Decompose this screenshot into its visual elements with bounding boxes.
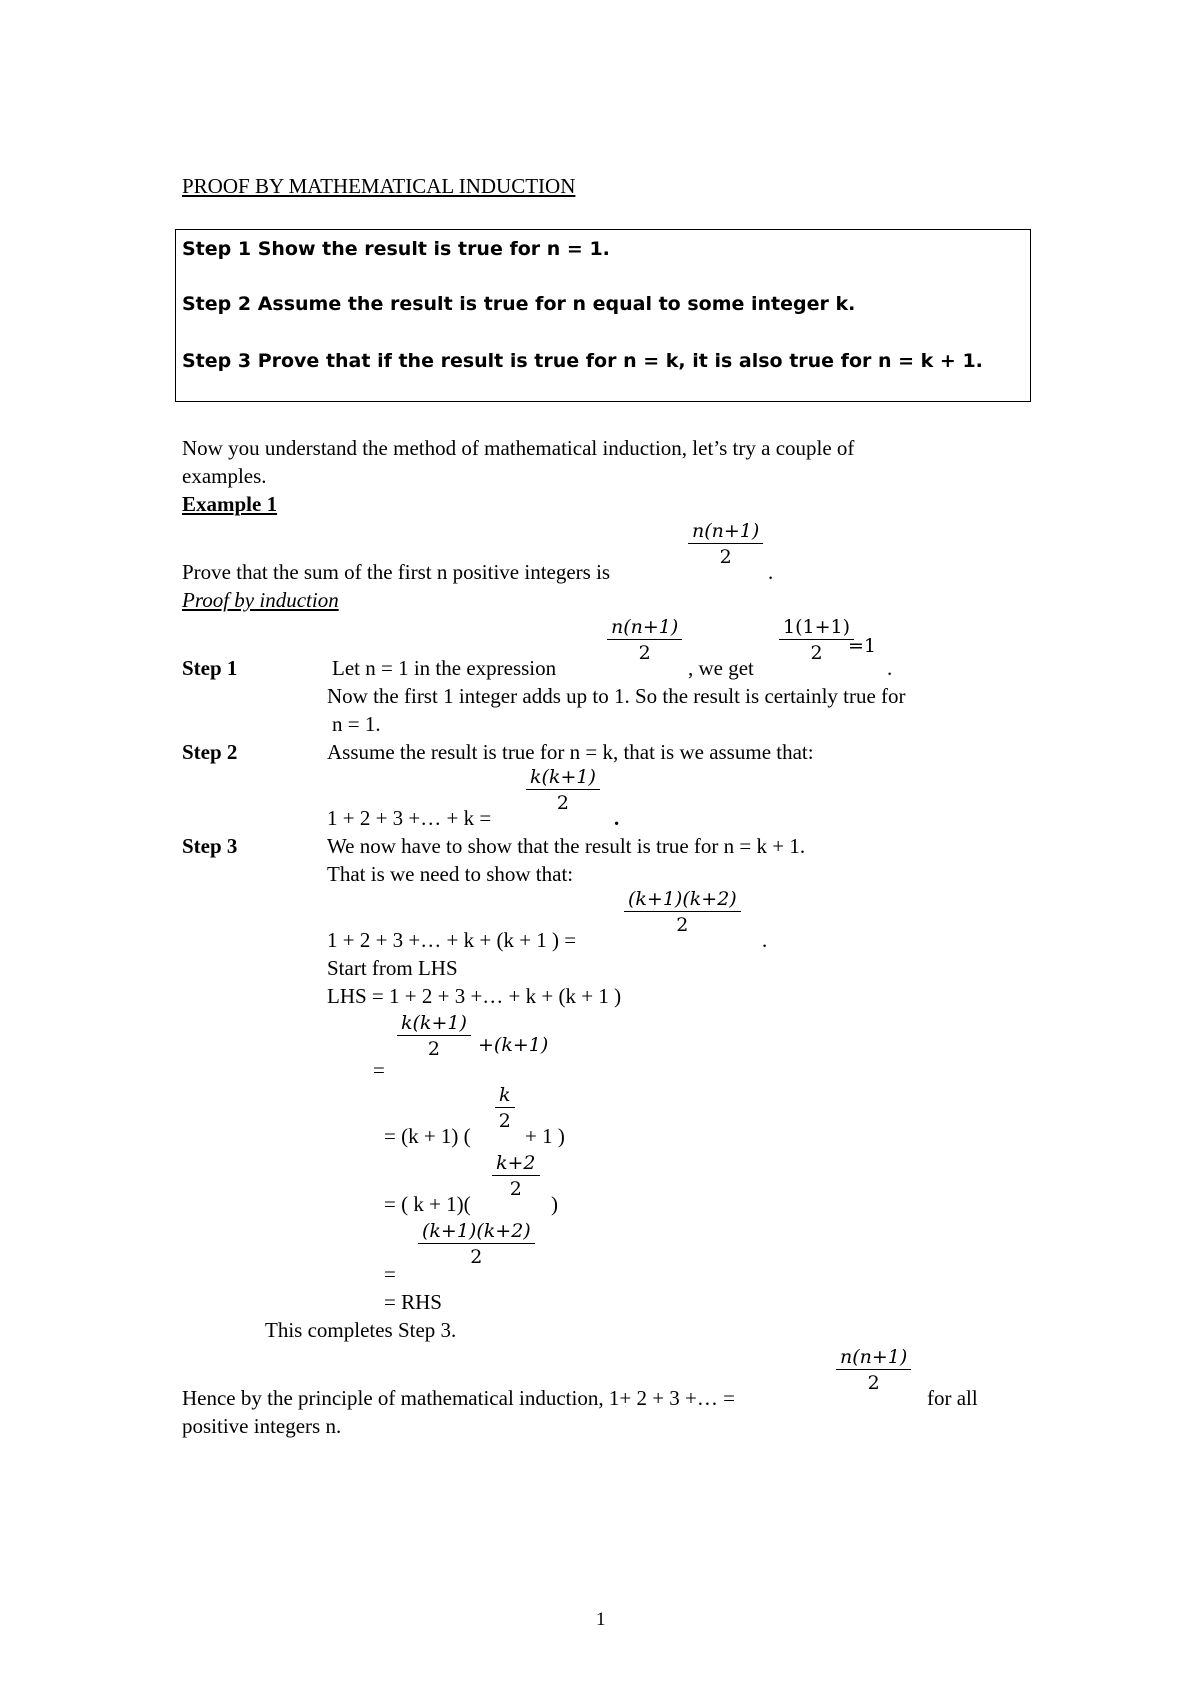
fraction-denominator: 2 xyxy=(638,642,651,664)
step3-completes: This completes Step 3. xyxy=(265,1318,457,1342)
fraction-numerator: k(k+1) xyxy=(397,1014,471,1036)
page-title: PROOF BY MATHEMATICAL INDUCTION xyxy=(182,174,576,198)
fraction-numerator: k xyxy=(495,1086,515,1108)
step1-line-3: n = 1. xyxy=(332,712,381,736)
step1-expression-fraction xyxy=(607,618,682,663)
fraction-denominator: 2 xyxy=(498,1110,511,1132)
fraction-denominator: 2 xyxy=(509,1178,522,1200)
step2-end: . xyxy=(614,806,620,830)
fraction-numerator: n(n+1) xyxy=(607,618,682,640)
fraction-denominator: 2 xyxy=(719,546,732,568)
eq3-right: ) xyxy=(551,1192,558,1216)
statement-end: . xyxy=(768,560,774,584)
eq2-right: + 1 ) xyxy=(525,1124,565,1148)
step1-text-we-get: , we get xyxy=(688,656,754,680)
step2-line-1: Assume the result is true for n = k, that is we assume that: xyxy=(327,740,814,764)
fraction-numerator: n(n+1) xyxy=(688,522,763,544)
step3-target-fraction xyxy=(624,890,741,935)
fraction-denominator: 2 xyxy=(470,1246,483,1268)
step1-end: . xyxy=(887,656,893,680)
fraction-denominator: 2 xyxy=(867,1372,880,1394)
step3-line-2: That is we need to show that: xyxy=(327,862,574,886)
eq3-fraction xyxy=(492,1154,540,1199)
step2-lhs: 1 + 2 + 3 +… + k = xyxy=(327,806,492,830)
eq2-left: = (k + 1) ( xyxy=(384,1124,471,1148)
step3-label: Step 3 xyxy=(182,834,238,858)
proof-label: Proof by induction xyxy=(182,588,339,612)
fraction-numerator: k+2 xyxy=(492,1154,540,1176)
eq2-fraction xyxy=(495,1086,515,1131)
statement-fraction xyxy=(688,522,763,567)
method-step-3: Step 3 Prove that if the result is true for n = k, it is also true for n = k + 1. xyxy=(182,350,983,372)
eq1-fraction xyxy=(397,1014,471,1059)
step3-lhs: 1 + 2 + 3 +… + k + (k + 1 ) = xyxy=(327,928,577,952)
conclusion-line-1: Hence by the principle of mathematical induction, 1+ 2 + 3 +… = xyxy=(182,1386,735,1410)
step3-end: . xyxy=(762,928,768,952)
eq4-fraction xyxy=(418,1222,535,1267)
step3-line-1: We now have to show that the result is true for n = k + 1. xyxy=(327,834,806,858)
conclusion-tail: for all xyxy=(927,1386,978,1410)
step1-substitution-fraction xyxy=(779,618,854,663)
fraction-numerator: n(n+1) xyxy=(836,1348,911,1370)
method-step-2: Step 2 Assume the result is true for n equal to some integer k. xyxy=(182,293,856,315)
step3-lhs-line: LHS = 1 + 2 + 3 +… + k + (k + 1 ) xyxy=(327,984,622,1008)
eq5-rhs: = RHS xyxy=(384,1290,442,1314)
fraction-numerator: 1(1+1) xyxy=(779,618,854,640)
eq1-sign: = xyxy=(373,1058,385,1082)
conclusion-line-2: positive integers n. xyxy=(182,1414,342,1438)
fraction-numerator: k(k+1) xyxy=(526,768,600,790)
example-heading: Example 1 xyxy=(182,492,278,516)
step1-line-2: Now the first 1 integer adds up to 1. So the result is certainly true for xyxy=(327,684,906,708)
page-number: 1 xyxy=(596,1609,606,1630)
step2-fraction xyxy=(526,768,600,813)
step2-label: Step 2 xyxy=(182,740,238,764)
eq1-tail: +(k+1) xyxy=(478,1034,549,1056)
fraction-denominator: 2 xyxy=(427,1038,440,1060)
step1-equals-one: =1 xyxy=(848,635,877,657)
fraction-denominator: 2 xyxy=(676,914,689,936)
step1-label: Step 1 xyxy=(182,656,238,680)
fraction-denominator: 2 xyxy=(810,642,823,664)
method-step-1: Step 1 Show the result is true for n = 1. xyxy=(182,238,610,260)
step1-text: Let n = 1 in the expression xyxy=(332,656,557,680)
eq3-left: = ( k + 1)( xyxy=(384,1192,471,1216)
conclusion-fraction xyxy=(836,1348,911,1393)
eq4-sign: = xyxy=(384,1262,396,1286)
step3-start: Start from LHS xyxy=(327,956,458,980)
fraction-numerator: (k+1)(k+2) xyxy=(624,890,741,912)
example-statement: Prove that the sum of the first n positive integers is xyxy=(182,560,611,584)
fraction-denominator: 2 xyxy=(556,792,569,814)
intro-line-2: examples. xyxy=(182,464,267,488)
intro-line-1: Now you understand the method of mathematical induction, let’s try a couple of xyxy=(182,436,855,460)
fraction-numerator: (k+1)(k+2) xyxy=(418,1222,535,1244)
